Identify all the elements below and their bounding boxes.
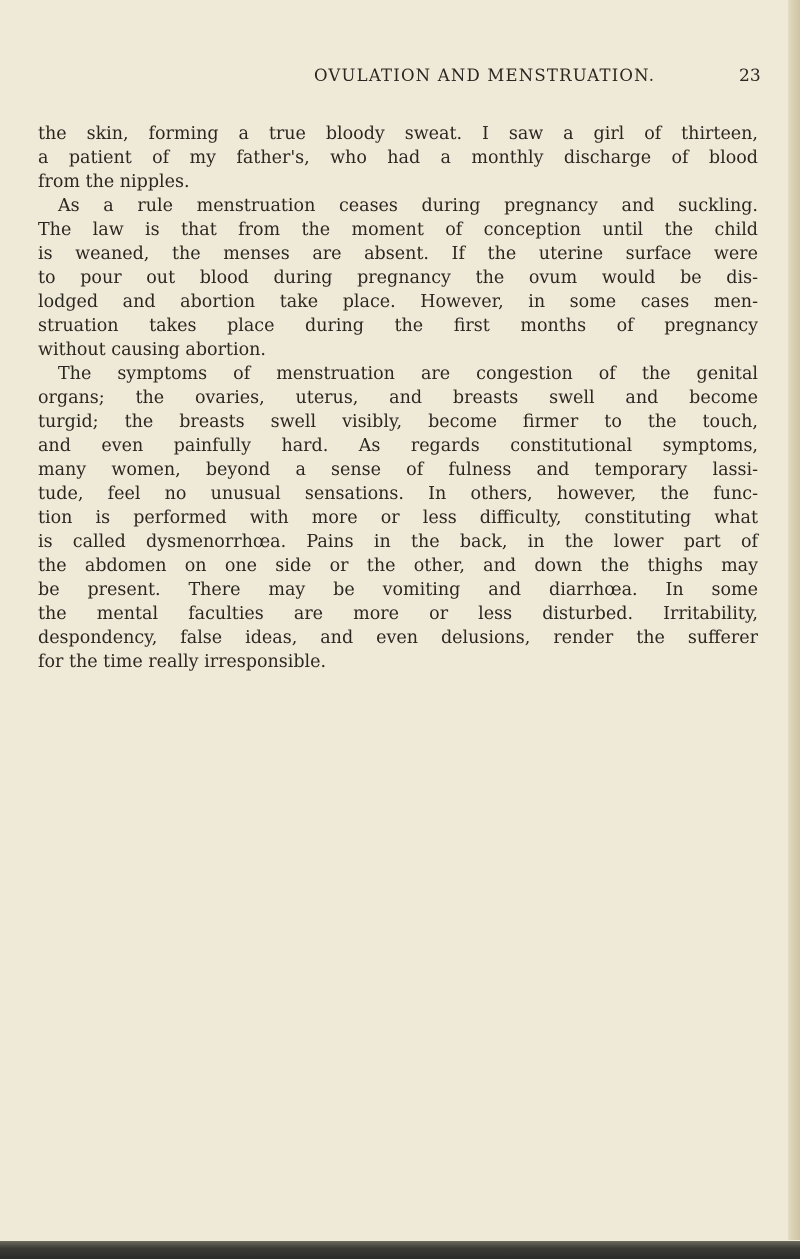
- running-head: [0, 66, 800, 90]
- text-line: struation takes place during the first months of pregnancy: [38, 316, 758, 336]
- text-line: lodged and abortion take place. However, in some cases men-: [38, 292, 758, 312]
- text-line: is weaned, the menses are absent. If the uterine surface were: [38, 244, 758, 264]
- text-line: for the time really irresponsible.: [38, 652, 327, 672]
- text-line: the abdomen on one side or the other, and down the thighs may: [38, 556, 758, 576]
- text-line: many women, beyond a sense of fulness and temporary lassi-: [38, 460, 758, 480]
- text-line: the mental faculties are more or less disturbed. Irritability,: [38, 604, 758, 624]
- text-line: As a rule menstruation ceases during pregnancy and suckling.: [58, 196, 758, 216]
- text-line: tion is performed with more or less difficulty, constituting what: [38, 508, 758, 528]
- text-line: a patient of my father's, who had a monthly discharge of blood: [38, 148, 758, 168]
- text-line: The law is that from the moment of conception until the child: [38, 220, 758, 240]
- page-edge-shadow: [788, 0, 800, 1240]
- text-line: is called dysmenorrhœa. Pains in the back, in the lower part of: [38, 532, 758, 552]
- text-line: and even painfully hard. As regards constitutional symptoms,: [38, 436, 758, 456]
- text-line: to pour out blood during pregnancy the ovum would be dis-: [38, 268, 758, 288]
- page-number: 23: [739, 66, 761, 86]
- text-line: organs; the ovaries, uterus, and breasts swell and become: [38, 388, 758, 408]
- text-line: despondency, false ideas, and even delusions, render the sufferer: [38, 628, 758, 648]
- running-title: OVULATION AND MENSTRUATION.: [314, 66, 656, 85]
- text-line: the skin, forming a true bloody sweat. I saw a girl of thirteen,: [38, 124, 758, 144]
- text-line: be present. There may be vomiting and diarrhœa. In some: [38, 580, 758, 600]
- text-line: The symptoms of menstruation are congestion of the genital: [58, 364, 758, 384]
- text-line: tude, feel no unusual sensations. In others, however, the func-: [38, 484, 758, 504]
- scan-bottom-edge: [0, 1241, 800, 1259]
- text-line: from the nipples.: [38, 172, 190, 192]
- text-line: without causing abortion.: [38, 340, 266, 360]
- text-line: turgid; the breasts swell visibly, become firmer to the touch,: [38, 412, 758, 432]
